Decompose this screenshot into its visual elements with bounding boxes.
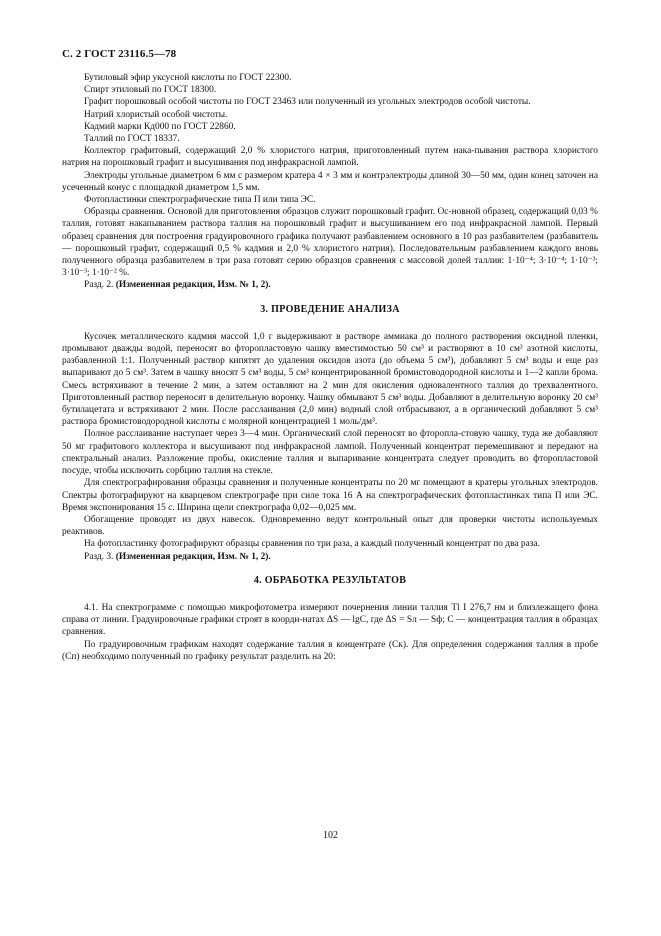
section-3-paragraph: Полное расслаивание наступает через 3—4 мин. Органический слой переносят во фторопла-стовую чашку, туда же добавляют 50 мг графитового коллектора и высушивают под инфракрасной лампой. Полученный концентрат перемешивают и передают на спектральный анализ. Разложение пробы, окисление таллия и выпаривание концентрата следует проводить во фторопластовой посуде, чтобы исключить сорбцию таллия на стекле. — [62, 429, 598, 477]
amendment-prefix: Разд. 2. — [84, 280, 114, 291]
paragraph-4-1: 4.1. На спектрограмме с помощью микрофотометра измеряют почернения линии таллия Tl I 276,7 нм и близлежащего фона справа от линии. Градуировочные графики строят в коорди-натах ΔS — lgC, где ΔS = Sл — Sф; C — концентрация таллия в образцах сравнения. — [62, 602, 598, 638]
reagent-paragraph: Электроды угольные диаметром 6 мм с размером кратера 4 × 3 мм и контрэлектроды длиной 30—50 мм, один конец заточен на усеченный конус с площадкой диаметром 1,5 мм. — [62, 170, 598, 193]
page-number: 102 — [323, 830, 338, 841]
reagent-line: Бутиловый эфир уксусной кислоты по ГОСТ 22300. — [84, 73, 292, 83]
paragraph-4-1-continued: По градуировочным графикам находят содержание таллия в концентрате (Cк). Для определения содержания таллия в пробе (Cп) необходимо полученный по графику результат разделить на 20: — [62, 639, 598, 662]
amendment-note — [62, 551, 598, 563]
section-3-paragraph: Обогащение проводят из двух навесок. Одновременно ведут контрольный опыт для проверки чистоты используемых реактивов. — [62, 514, 598, 538]
section-3-paragraph: Для спектрографирования образцы сравнения и полученные концентраты по 20 мг помещают в кратеры угольных электродов. Спектры фотографируют на кварцевом спектрографе при силе тока 16 А на спектрографических фотопластинках типа П или ЭС. Время экспонирования 15 с. Ширина щели спектрографа 0,02—0,025 мм. — [62, 478, 598, 513]
page-header: С. 2 ГОСТ 23116.5—78 — [62, 48, 177, 60]
reagent-line: Таллий по ГОСТ 18337. — [84, 134, 180, 145]
section-3-title: 3. ПРОВЕДЕНИЕ АНАЛИЗА — [260, 303, 400, 315]
document-body — [62, 72, 598, 663]
section-3-paragraph: Кусочек металлического кадмия массой 1,0 г выдерживают в растворе аммиака до полного растворения оксидной пленки, промывают дважды водой, переносят во фторопластовую чашку вместимостью 50 см³ и растворяют в 10 см³ азотной кислоты, разбавленной 1:1. Полученный раствор кипятят до удаления оксидов азота (до объема 5 см³), добавляют 5 см³ воды и еще раз выпаривают до 5 см³. Затем в чашку вносят 5 см³ воды, 5 см³ концентрированной бромистоводородной кислоты и 1—2 капли брома. Смесь встряхивают в течение 2 мин, а затем оставляют на 2 мин для окисления одновалентного таллия до трехвалентного. Приготовленный раствор переносят в делительную воронку. Чашку обмывают 5 см³ воды. Добавляют в делительную воронку 20 см³ бутилацетата и встряхивают 2 мин. После расслаивания (2,0 мин) водный слой отбрасывают, а в органический добавляют 5 см³ раствора бромистоводородной кислоты с молярной концентрацией 1 моль/дм³. — [62, 331, 598, 428]
amendment-prefix: Разд. 3. — [84, 551, 114, 562]
section-3-paragraph: На фотопластинку фотографируют образцы сравнения по три раза, а каждый полученный концентрат по два раза. — [84, 539, 540, 550]
reagent-line: Кадмий марки Кд000 по ГОСТ 22860. — [84, 121, 236, 132]
reagent-paragraph: Образцы сравнения. Основой для приготовления образцов служит порошковый графит. Ос-новной образец, содержащий 0,03 % таллия, готовят накапыванием раствора таллия на порошковый графит и высушиванием его под инфракрасной лампой. Первый образец сравнения для построения градуировочного графика получают разбавлением основного в 10 раз разбавителем (разбавитель — порошковый графит, содержащий 0,5 % кадмия и 2,0 % хлористого натрия). Последовательным разбавлением каждого вновь полученного образца разбавителем в три раза готовят серию образцов сравнения с массовой долей таллия: 1·10⁻⁴; 3·10⁻⁴; 1·10⁻³; 3·10⁻³; 1·10⁻² %. — [62, 207, 598, 279]
amendment-text: (Измененная редакция, Изм. № 1, 2). — [115, 280, 271, 291]
section-4-title: 4. ОБРАБОТКА РЕЗУЛЬТАТОВ — [253, 574, 407, 586]
reagent-line: Графит порошковый особой чистоты по ГОСТ 23463 или полученный из угольных электродов особой чистоты. — [84, 97, 531, 108]
amendment-text: (Измененная редакция, Изм. № 1, 2). — [115, 551, 271, 562]
reagent-line: Натрий хлористый особой чистоты. — [84, 109, 228, 120]
reagent-line: Спирт этиловый по ГОСТ 18300. — [84, 85, 217, 96]
amendment-note — [62, 279, 598, 291]
reagent-line: Фотопластинки спектрографические типа П или типа ЭС. — [84, 195, 316, 206]
reagent-paragraph: Коллектор графитовый, содержащий 2,0 % хлористого натрия, приготовленный путем нака-пывания раствора хлористого натрия на порошковый графит и высушивания под инфракрасной лампой. — [62, 146, 598, 169]
